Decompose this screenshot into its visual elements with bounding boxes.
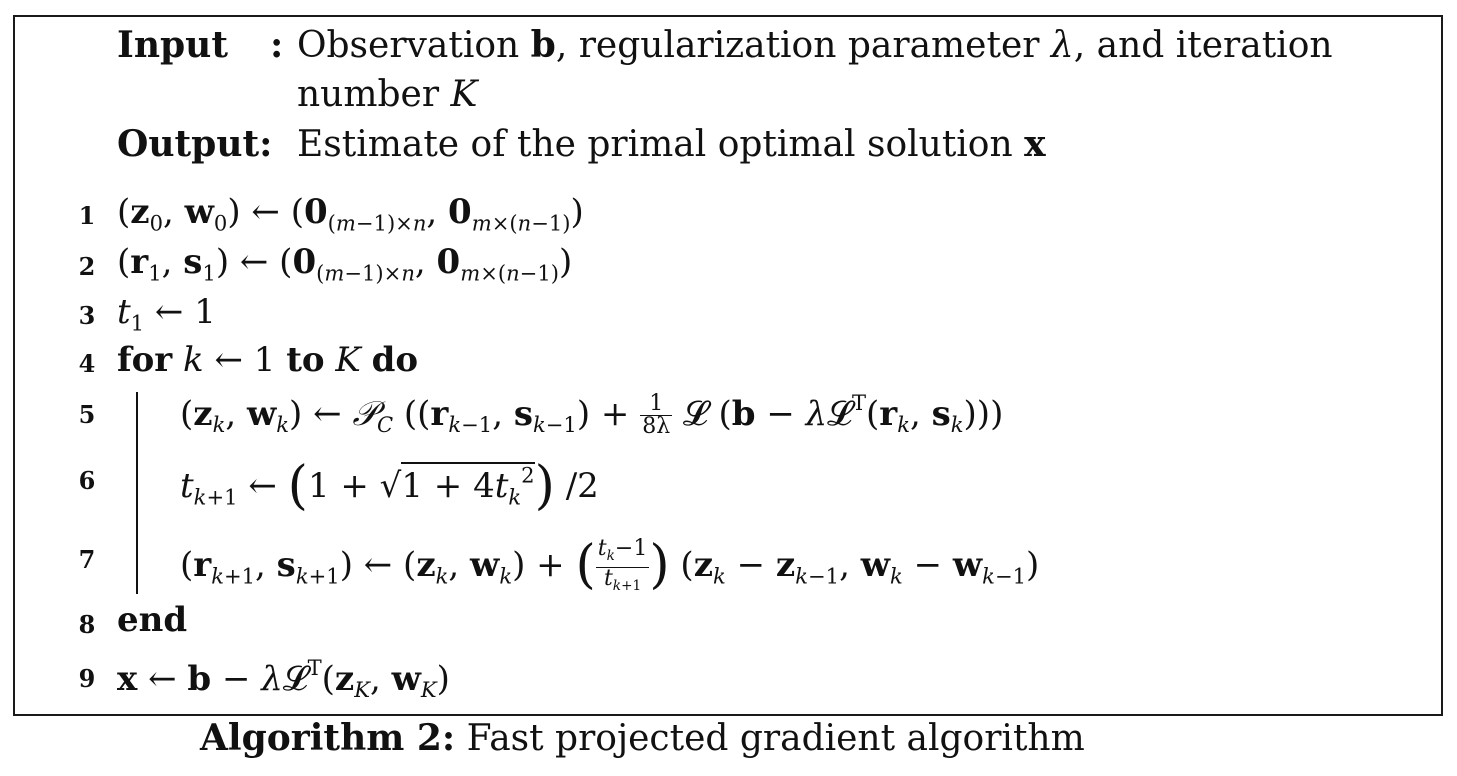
- input-label: Input: [117, 24, 228, 66]
- line-number-4: 4: [78, 349, 96, 378]
- algo-line-7: ($r_{k+1}$, $s_{k+1}$) ← ($z_k$, $w_k$) + ( $\frac{t_k-1}{t_{k+1}}$ ) ($z_k - z_{k-1}$, $w_k - w_{k-1}$): [180, 535, 1040, 595]
- algo-line-9: x ← $b - \lambda 𝓛^T(z_K$, $w_K$): [117, 655, 450, 703]
- algorithm-caption: [200, 716, 1085, 761]
- line-number-7: 7: [78, 545, 96, 574]
- caption-text: Fast projected gradient algorithm: [466, 718, 1085, 759]
- line-number-5: 5: [78, 400, 96, 429]
- algo-line-3: $t_1$ ← 1: [117, 292, 216, 336]
- line-number-9: 9: [78, 664, 96, 693]
- loop-body-bar: [136, 392, 138, 594]
- input-text-line-1: Observation b, regularization parameter λ, and iteration: [297, 24, 1333, 66]
- output-text: Estimate of the primal optimal solution x: [297, 123, 1046, 165]
- algo-line-2: ($r_1$, $s_1$) ← ($0_{(m-1)\times n}$, $0_{m\times(n-1)}$): [117, 242, 573, 286]
- line-number-1: 1: [78, 201, 96, 230]
- caption-label: Algorithm 2:: [200, 717, 456, 759]
- algo-line-4: for k ← 1 to K do: [117, 340, 419, 380]
- output-label: Output:: [117, 123, 273, 165]
- algo-line-5: ($z_k$, $w_k$) ← 𝒫$_C$ (($r_{k-1}$, $s_{k-1}$) + $\frac{1}{8\lambda}$ 𝓛 ($b - \lambda 𝓛^T(r_k$, $s_k$))): [180, 390, 1004, 440]
- input-text-line-2: number K: [297, 74, 478, 115]
- line-number-2: 2: [78, 252, 96, 281]
- line-number-8: 8: [78, 610, 96, 639]
- algo-line-1: ($z_0$, $w_0$) ← ($0_{(m-1)\times n}$, $0_{m\times(n-1)}$): [117, 192, 584, 236]
- line-number-6: 6: [78, 466, 96, 495]
- algo-line-8: end: [117, 600, 188, 640]
- algo-line-6: $t_{k+1}$ ← $(1 + √1 + 4t_k^2)$ /2: [180, 456, 599, 516]
- input-colon: :: [270, 24, 284, 66]
- line-number-3: 3: [78, 301, 96, 330]
